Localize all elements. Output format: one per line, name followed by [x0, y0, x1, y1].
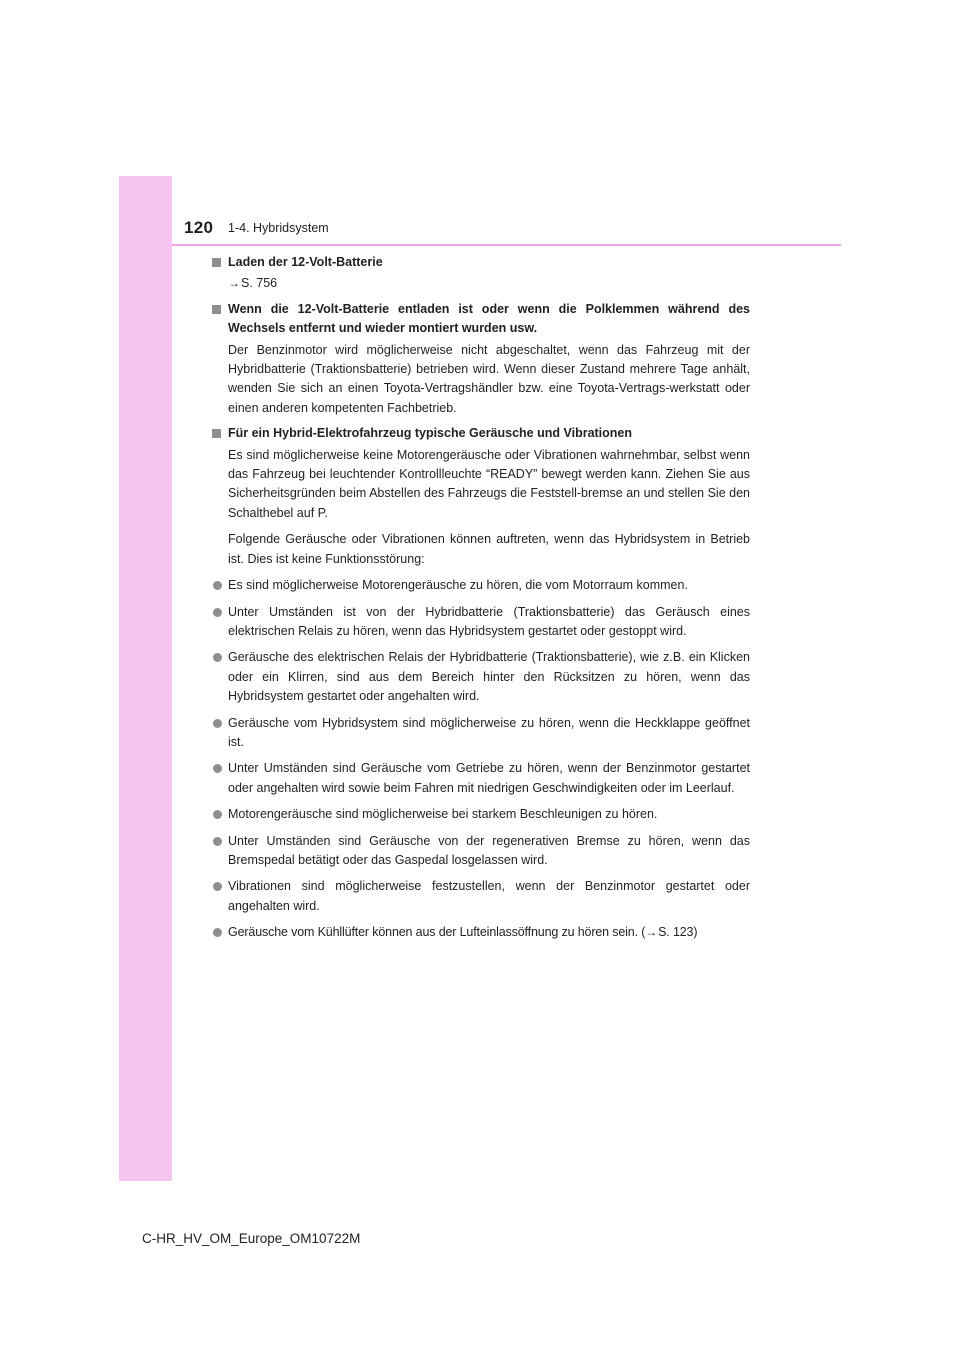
round-bullet-icon	[213, 928, 222, 937]
round-bullet-icon	[213, 810, 222, 819]
list-item-text: Geräusche vom Hybridsystem sind möglicherweise zu hören, wenn die Heckklappe geöffnet ist.	[228, 715, 750, 749]
side-color-band	[119, 176, 172, 1181]
arrow-right-icon: →	[228, 276, 240, 291]
list-item	[211, 923, 750, 942]
list-item	[211, 759, 750, 798]
paragraph: Es sind möglicherweise keine Motorengeräusche oder Vibrationen wahrnehmbar, selbst wenn das Fahrzeug bei leuchtender Kontrollleuchte “READY” bewegt werden kann. Ziehen Sie aus Sicherheitsgründen beim Abstellen des Fahrzeugs die Feststell-bremse an und stellen Sie den Schalthebel auf P.	[228, 447, 750, 520]
item-battery-discharged	[211, 300, 750, 418]
page-ref-text: S. 756	[241, 276, 278, 291]
item-title-text: Wenn die 12-Volt-Batterie entladen ist oder wenn die Polklemmen während des Wechsels entfernt und wieder montiert wurden usw.	[228, 301, 750, 336]
round-bullet-icon	[213, 719, 222, 728]
page-content	[211, 253, 750, 950]
list-item	[211, 603, 750, 642]
list-item-text: Unter Umständen sind Geräusche von der regenerativen Bremse zu hören, wenn das Bremspedal betätigt oder das Gaspedal losgelassen wird.	[228, 833, 750, 867]
item-title	[211, 424, 750, 443]
header-rule	[172, 244, 841, 246]
list-item-text: Unter Umständen sind Geräusche vom Getriebe zu hören, wenn der Benzinmotor gestartet oder angehalten wird sowie beim Fahren mit niedrigen Geschwindigkeiten oder im Leerlauf.	[228, 761, 750, 795]
page-ref-text: S. 123)	[658, 925, 698, 940]
section-title: 1-4. Hybridsystem	[228, 221, 329, 235]
round-bullet-icon	[213, 608, 222, 617]
square-bullet-icon	[212, 305, 221, 314]
page-number: 120	[184, 218, 214, 237]
square-bullet-icon	[212, 258, 221, 267]
round-bullet-icon	[213, 764, 222, 773]
list-item-text: Motorengeräusche sind möglicherweise bei starkem Beschleunigen zu hören.	[228, 807, 658, 822]
item-charging	[211, 253, 750, 294]
item-title	[211, 253, 750, 272]
round-bullet-icon	[213, 837, 222, 846]
list-item	[211, 714, 750, 753]
list-item-text: Es sind möglicherweise Motorengeräusche zu hören, die vom Motorraum kommen.	[228, 578, 688, 593]
round-bullet-icon	[213, 882, 222, 891]
list-item	[211, 805, 750, 824]
item-noises-vibrations	[211, 424, 750, 942]
list-item-text: Unter Umständen ist von der Hybridbatterie (Traktionsbatterie) das Geräusch eines elektrischen Relais zu hören, wenn das Hybridsystem gestartet oder gestoppt wird.	[228, 604, 750, 638]
list-item	[211, 576, 750, 595]
round-bullet-icon	[213, 581, 222, 590]
item-title-text: Für ein Hybrid-Elektrofahrzeug typische Geräusche und Vibrationen	[228, 426, 633, 441]
page-reference	[211, 274, 750, 293]
list-item-text: Geräusche des elektrischen Relais der Hybridbatterie (Traktionsbatterie), wie z.B. ein Klicken oder ein Klirren, sind aus dem Bereich hinter den Rücksitzen zu hören, wenn das Hybridsystem gestartet oder angehalten wird.	[228, 650, 750, 704]
square-bullet-icon	[212, 429, 221, 438]
item-title-text: Laden der 12-Volt-Batterie	[228, 255, 383, 269]
paragraph: Der Benzinmotor wird möglicherweise nicht abgeschaltet, wenn das Fahrzeug mit der Hybridbatterie (Traktionsbatterie) betrieben wird. Wenn dieser Zustand mehrere Tage anhält, wenden Sie sich an einen Toyota-Vertragshändler bzw. eine Toyota-Vertrags-werkstatt oder einen anderen kompetenten Fachbetrieb.	[228, 342, 750, 415]
item-title	[211, 300, 750, 339]
list-item	[211, 877, 750, 916]
bullet-list	[211, 576, 750, 943]
list-item	[211, 648, 750, 706]
list-item-text: Vibrationen sind möglicherweise festzustellen, wenn der Benzinmotor gestartet oder angehalten wird.	[228, 879, 750, 913]
round-bullet-icon	[213, 653, 222, 662]
list-item-text: Geräusche vom Kühllüfter können aus der Lufteinlassöffnung zu hören sein. (	[228, 925, 646, 940]
document-code: C-HR_HV_OM_Europe_OM10722M	[142, 1231, 361, 1246]
arrow-right-icon: →	[645, 925, 658, 940]
paragraph: Folgende Geräusche oder Vibrationen können auftreten, wenn das Hybridsystem in Betrieb ist. Dies ist keine Funktionsstörung:	[228, 532, 750, 566]
list-item	[211, 832, 750, 871]
